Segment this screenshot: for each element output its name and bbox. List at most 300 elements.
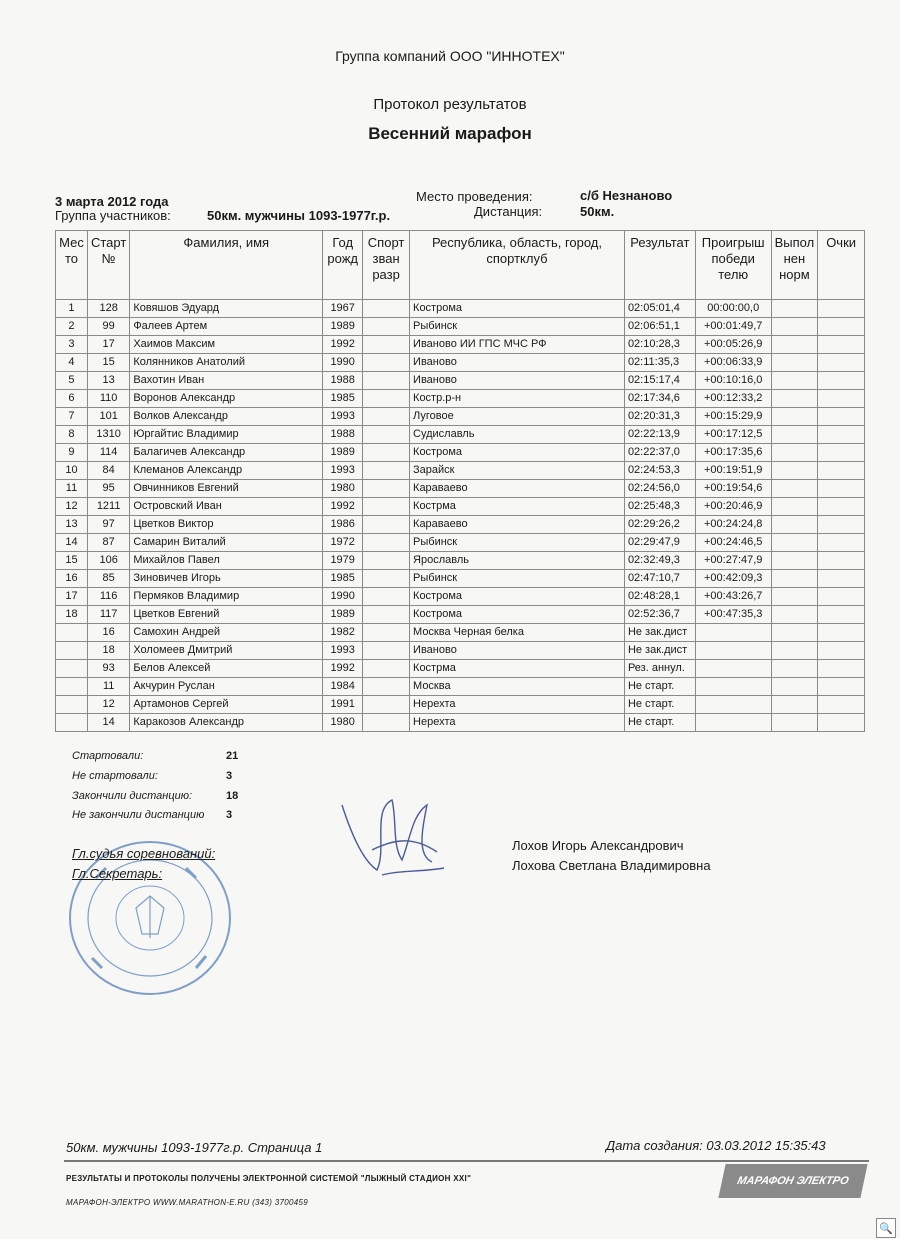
stat-value: 18 — [226, 790, 239, 802]
cell-result: Не зак.дист — [624, 624, 695, 642]
distance-value: 50км. — [580, 204, 615, 219]
table-row — [56, 696, 865, 714]
cell-year: 1989 — [323, 444, 363, 462]
cell-name: Клеманов Александр — [130, 462, 323, 480]
cell-place — [56, 624, 88, 642]
cell-empty — [818, 624, 865, 642]
cell-rank — [363, 444, 410, 462]
cell-name: Цветков Евгений — [130, 606, 323, 624]
cell-place: 14 — [56, 534, 88, 552]
cell-empty — [771, 624, 818, 642]
cell-rank — [363, 606, 410, 624]
cell-bib: 116 — [87, 588, 129, 606]
cell-empty — [771, 642, 818, 660]
cell-result: Не старт. — [624, 714, 695, 732]
cell-name: Цветков Виктор — [130, 516, 323, 534]
cell-place: 2 — [56, 318, 88, 336]
cell-empty — [818, 660, 865, 678]
cell-club: Кострома — [410, 444, 625, 462]
table-row — [56, 480, 865, 498]
cell-name: Пермяков Владимир — [130, 588, 323, 606]
cell-rank — [363, 498, 410, 516]
cell-club: Кострома — [410, 588, 625, 606]
place-label: Место проведения: — [416, 189, 533, 204]
cell-place: 10 — [56, 462, 88, 480]
cell-bib: 93 — [87, 660, 129, 678]
table-row — [56, 318, 865, 336]
cell-gap: +00:17:35,6 — [695, 444, 771, 462]
cell-result: 02:29:26,2 — [624, 516, 695, 534]
cell-empty — [818, 444, 865, 462]
cell-rank — [363, 336, 410, 354]
column-header: Мес то — [56, 231, 88, 300]
cell-result: Не старт. — [624, 696, 695, 714]
cell-gap: +00:43:26,7 — [695, 588, 771, 606]
cell-place: 6 — [56, 390, 88, 408]
cell-name: Самарин Виталий — [130, 534, 323, 552]
cell-gap: +00:06:33,9 — [695, 354, 771, 372]
cell-rank — [363, 372, 410, 390]
cell-empty — [771, 516, 818, 534]
cell-bib: 128 — [87, 300, 129, 318]
cell-year: 1993 — [323, 462, 363, 480]
cell-bib: 17 — [87, 336, 129, 354]
cell-bib: 110 — [87, 390, 129, 408]
cell-result: Не старт. — [624, 678, 695, 696]
cell-gap — [695, 642, 771, 660]
cell-club: Иваново — [410, 372, 625, 390]
table-row — [56, 426, 865, 444]
cell-bib: 87 — [87, 534, 129, 552]
cell-year: 1988 — [323, 426, 363, 444]
system-note: РЕЗУЛЬТАТЫ И ПРОТОКОЛЫ ПОЛУЧЕНЫ ЭЛЕКТРОННОЙ СИСТЕМОЙ "ЛЫЖНЫЙ СТАДИОН XXI" — [66, 1174, 472, 1183]
cell-year: 1985 — [323, 570, 363, 588]
cell-year: 1980 — [323, 714, 363, 732]
cell-bib: 99 — [87, 318, 129, 336]
table-row — [56, 354, 865, 372]
cell-club: Ярославль — [410, 552, 625, 570]
cell-place — [56, 660, 88, 678]
cell-empty — [818, 588, 865, 606]
cell-club: Иваново ИИ ГПС МЧС РФ — [410, 336, 625, 354]
cell-place: 11 — [56, 480, 88, 498]
cell-year: 1989 — [323, 606, 363, 624]
cell-rank — [363, 714, 410, 732]
cell-rank — [363, 660, 410, 678]
table-row — [56, 624, 865, 642]
cell-club: Иваново — [410, 642, 625, 660]
page-info: 50км. мужчины 1093-1977г.р. Страница 1 — [66, 1140, 323, 1155]
cell-rank — [363, 696, 410, 714]
cell-result: 02:25:48,3 — [624, 498, 695, 516]
column-header: Выпол нен норм — [771, 231, 818, 300]
cell-empty — [818, 534, 865, 552]
cell-name: Акчурин Руслан — [130, 678, 323, 696]
cell-rank — [363, 552, 410, 570]
cell-bib: 97 — [87, 516, 129, 534]
cell-club: Рыбинск — [410, 318, 625, 336]
cell-rank — [363, 390, 410, 408]
cell-empty — [771, 588, 818, 606]
results-table — [55, 230, 865, 732]
cell-bib: 18 — [87, 642, 129, 660]
cell-empty — [818, 696, 865, 714]
cell-place — [56, 714, 88, 732]
cell-empty — [818, 498, 865, 516]
cell-result: 02:22:13,9 — [624, 426, 695, 444]
cell-gap: 00:00:00,0 — [695, 300, 771, 318]
table-row — [56, 552, 865, 570]
cell-result: 02:11:35,3 — [624, 354, 695, 372]
table-row — [56, 372, 865, 390]
cell-empty — [818, 390, 865, 408]
place-value: с/б Незнаново — [580, 188, 673, 203]
cell-place: 8 — [56, 426, 88, 444]
cell-year: 1993 — [323, 642, 363, 660]
cell-bib: 114 — [87, 444, 129, 462]
column-header: Старт № — [87, 231, 129, 300]
cell-club: Кострма — [410, 660, 625, 678]
cell-result: 02:15:17,4 — [624, 372, 695, 390]
cell-club: Нерехта — [410, 696, 625, 714]
cell-place: 1 — [56, 300, 88, 318]
stat-value: 3 — [226, 809, 233, 821]
cell-year: 1984 — [323, 678, 363, 696]
cell-bib: 16 — [87, 624, 129, 642]
cell-name: Вахотин Иван — [130, 372, 323, 390]
cell-empty — [771, 336, 818, 354]
stat-label: Не закончили дистанцию — [72, 809, 205, 821]
table-row — [56, 606, 865, 624]
cell-bib: 15 — [87, 354, 129, 372]
cell-empty — [771, 354, 818, 372]
cell-bib: 1310 — [87, 426, 129, 444]
table-row — [56, 408, 865, 426]
table-row — [56, 300, 865, 318]
cell-empty — [818, 714, 865, 732]
cell-gap — [695, 660, 771, 678]
cell-result: 02:17:34,6 — [624, 390, 695, 408]
cell-empty — [771, 426, 818, 444]
cell-gap: +00:19:54,6 — [695, 480, 771, 498]
cell-year: 1986 — [323, 516, 363, 534]
cell-club: Судиславль — [410, 426, 625, 444]
cell-result: 02:22:37,0 — [624, 444, 695, 462]
cell-empty — [818, 516, 865, 534]
cell-empty — [771, 606, 818, 624]
cell-year: 1988 — [323, 372, 363, 390]
cell-empty — [818, 570, 865, 588]
cell-place: 18 — [56, 606, 88, 624]
table-row — [56, 462, 865, 480]
cell-bib: 12 — [87, 696, 129, 714]
column-header: Год рожд — [323, 231, 363, 300]
contact-info: МАРАФОН-ЭЛЕКТРО WWW.MARATHON-E.RU (343) 3700459 — [66, 1198, 309, 1207]
cell-place: 5 — [56, 372, 88, 390]
official-stamp — [66, 838, 234, 998]
cell-empty — [771, 300, 818, 318]
cell-empty — [771, 552, 818, 570]
cell-bib: 117 — [87, 606, 129, 624]
cell-club: Рыбинск — [410, 534, 625, 552]
column-header: Фамилия, имя — [130, 231, 323, 300]
table-row — [56, 444, 865, 462]
table-row — [56, 660, 865, 678]
cell-result: 02:24:56,0 — [624, 480, 695, 498]
cell-empty — [771, 408, 818, 426]
cell-year: 1990 — [323, 588, 363, 606]
cell-place — [56, 696, 88, 714]
cell-empty — [771, 714, 818, 732]
cell-empty — [818, 606, 865, 624]
cell-empty — [818, 642, 865, 660]
cell-empty — [771, 390, 818, 408]
cell-empty — [818, 480, 865, 498]
chief-judge-label: Гл.судья соревнований: — [72, 846, 216, 861]
cell-rank — [363, 642, 410, 660]
cell-name: Белов Алексей — [130, 660, 323, 678]
distance-label: Дистанция: — [474, 204, 543, 219]
cell-rank — [363, 480, 410, 498]
cell-bib: 101 — [87, 408, 129, 426]
stat-value: 21 — [226, 750, 239, 762]
cell-name: Фалеев Артем — [130, 318, 323, 336]
cell-place: 7 — [56, 408, 88, 426]
cell-empty — [818, 372, 865, 390]
cell-year: 1993 — [323, 408, 363, 426]
cell-result: 02:52:36,7 — [624, 606, 695, 624]
table-row — [56, 516, 865, 534]
cell-year: 1992 — [323, 660, 363, 678]
group-label: Группа участников: — [55, 208, 171, 223]
group-value: 50км. мужчины 1093-1977г.р. — [207, 208, 391, 223]
cell-result: 02:24:53,3 — [624, 462, 695, 480]
cell-bib: 1211 — [87, 498, 129, 516]
cell-place: 16 — [56, 570, 88, 588]
table-row — [56, 534, 865, 552]
cell-result: 02:48:28,1 — [624, 588, 695, 606]
cell-place — [56, 678, 88, 696]
cell-year: 1979 — [323, 552, 363, 570]
table-row — [56, 390, 865, 408]
cell-year: 1980 — [323, 480, 363, 498]
cell-rank — [363, 300, 410, 318]
cell-empty — [771, 372, 818, 390]
zoom-icon[interactable]: 🔍 — [876, 1218, 896, 1238]
cell-club: Караваево — [410, 516, 625, 534]
column-header: Республика, область, город, спортклуб — [410, 231, 625, 300]
cell-result: 02:10:28,3 — [624, 336, 695, 354]
table-row — [56, 498, 865, 516]
cell-result: 02:32:49,3 — [624, 552, 695, 570]
cell-bib: 84 — [87, 462, 129, 480]
cell-name: Хаимов Максим — [130, 336, 323, 354]
cell-rank — [363, 570, 410, 588]
cell-bib: 14 — [87, 714, 129, 732]
stat-label: Стартовали: — [72, 750, 144, 762]
chief-secretary-label: Гл.Секретарь: — [72, 866, 163, 881]
cell-bib: 106 — [87, 552, 129, 570]
cell-empty — [771, 462, 818, 480]
cell-rank — [363, 354, 410, 372]
table-row — [56, 336, 865, 354]
cell-gap: +00:27:47,9 — [695, 552, 771, 570]
cell-empty — [771, 570, 818, 588]
stat-label: Не стартовали: — [72, 770, 158, 782]
cell-name: Ковяшов Эдуард — [130, 300, 323, 318]
marathon-logo: МАРАФОН ЭЛЕКТРО — [718, 1164, 867, 1198]
cell-empty — [771, 696, 818, 714]
cell-name: Каракозов Александр — [130, 714, 323, 732]
cell-place: 12 — [56, 498, 88, 516]
cell-gap — [695, 714, 771, 732]
cell-gap: +00:42:09,3 — [695, 570, 771, 588]
cell-gap: +00:24:24,8 — [695, 516, 771, 534]
cell-place: 13 — [56, 516, 88, 534]
event-title: Весенний марафон — [368, 124, 532, 143]
cell-empty — [818, 426, 865, 444]
cell-bib: 11 — [87, 678, 129, 696]
cell-gap: +00:19:51,9 — [695, 462, 771, 480]
cell-year: 1991 — [323, 696, 363, 714]
stat-label: Закончили дистанцию: — [72, 790, 193, 802]
cell-result: 02:29:47,9 — [624, 534, 695, 552]
cell-club: Кострма — [410, 498, 625, 516]
cell-gap: +00:12:33,2 — [695, 390, 771, 408]
cell-gap: +00:15:29,9 — [695, 408, 771, 426]
cell-club: Иваново — [410, 354, 625, 372]
cell-rank — [363, 318, 410, 336]
cell-empty — [818, 408, 865, 426]
table-row — [56, 714, 865, 732]
cell-gap: +00:24:46,5 — [695, 534, 771, 552]
cell-club: Москва — [410, 678, 625, 696]
cell-year: 1992 — [323, 498, 363, 516]
cell-result: Рез. аннул. — [624, 660, 695, 678]
cell-year: 1990 — [323, 354, 363, 372]
cell-empty — [818, 552, 865, 570]
cell-name: Самохин Андрей — [130, 624, 323, 642]
cell-rank — [363, 408, 410, 426]
cell-gap: +00:47:35,3 — [695, 606, 771, 624]
cell-gap — [695, 678, 771, 696]
cell-year: 1982 — [323, 624, 363, 642]
column-header: Результат — [624, 231, 695, 300]
cell-rank — [363, 426, 410, 444]
signature-image — [332, 790, 447, 885]
cell-empty — [818, 354, 865, 372]
cell-club: Рыбинск — [410, 570, 625, 588]
cell-year: 1985 — [323, 390, 363, 408]
stat-value: 3 — [226, 770, 233, 782]
cell-rank — [363, 462, 410, 480]
cell-name: Волков Александр — [130, 408, 323, 426]
column-header: Проигрыш победи телю — [695, 231, 771, 300]
cell-bib: 13 — [87, 372, 129, 390]
cell-result: 02:47:10,7 — [624, 570, 695, 588]
cell-result: Не зак.дист — [624, 642, 695, 660]
cell-club: Москва Черная белка — [410, 624, 625, 642]
cell-name: Островский Иван — [130, 498, 323, 516]
cell-name: Овчинников Евгений — [130, 480, 323, 498]
cell-place: 3 — [56, 336, 88, 354]
chief-judge-name: Лохов Игорь Александрович — [512, 838, 684, 853]
cell-gap — [695, 624, 771, 642]
cell-place: 17 — [56, 588, 88, 606]
cell-place: 4 — [56, 354, 88, 372]
cell-result: 02:20:31,3 — [624, 408, 695, 426]
cell-result: 02:06:51,1 — [624, 318, 695, 336]
cell-empty — [818, 318, 865, 336]
cell-year: 1989 — [323, 318, 363, 336]
cell-gap: +00:01:49,7 — [695, 318, 771, 336]
cell-rank — [363, 678, 410, 696]
cell-club: Кострома — [410, 606, 625, 624]
cell-name: Артамонов Сергей — [130, 696, 323, 714]
cell-gap: +00:17:12,5 — [695, 426, 771, 444]
cell-name: Юргайтис Владимир — [130, 426, 323, 444]
event-date: 3 марта 2012 года — [55, 194, 169, 209]
cell-empty — [771, 318, 818, 336]
cell-empty — [771, 534, 818, 552]
cell-empty — [771, 444, 818, 462]
cell-club: Зарайск — [410, 462, 625, 480]
company-name: Группа компаний ООО "ИННОТЕХ" — [335, 48, 565, 64]
cell-year: 1967 — [323, 300, 363, 318]
cell-club: Кострома — [410, 300, 625, 318]
cell-empty — [771, 480, 818, 498]
chief-secretary-name: Лохова Светлана Владимировна — [512, 858, 711, 873]
cell-name: Холомеев Дмитрий — [130, 642, 323, 660]
footer-rule — [64, 1160, 869, 1162]
cell-gap: +00:05:26,9 — [695, 336, 771, 354]
cell-empty — [771, 498, 818, 516]
cell-rank — [363, 534, 410, 552]
column-header: Спорт зван разр — [363, 231, 410, 300]
cell-year: 1992 — [323, 336, 363, 354]
cell-empty — [818, 336, 865, 354]
cell-club: Костр.р-н — [410, 390, 625, 408]
cell-club: Луговое — [410, 408, 625, 426]
cell-bib: 95 — [87, 480, 129, 498]
cell-place: 9 — [56, 444, 88, 462]
table-row — [56, 678, 865, 696]
cell-club: Нерехта — [410, 714, 625, 732]
cell-empty — [818, 300, 865, 318]
cell-empty — [771, 660, 818, 678]
cell-result: 02:05:01,4 — [624, 300, 695, 318]
cell-name: Михайлов Павел — [130, 552, 323, 570]
cell-place: 15 — [56, 552, 88, 570]
cell-rank — [363, 624, 410, 642]
protocol-title: Протокол результатов — [373, 96, 527, 113]
cell-place — [56, 642, 88, 660]
table-row — [56, 588, 865, 606]
cell-year: 1972 — [323, 534, 363, 552]
cell-gap: +00:20:46,9 — [695, 498, 771, 516]
cell-name: Зиновичев Игорь — [130, 570, 323, 588]
cell-name: Колянников Анатолий — [130, 354, 323, 372]
column-header: Очки — [818, 231, 865, 300]
cell-name: Балагичев Александр — [130, 444, 323, 462]
creation-date: Дата создания: 03.03.2012 15:35:43 — [606, 1138, 826, 1153]
cell-name: Воронов Александр — [130, 390, 323, 408]
cell-gap: +00:10:16,0 — [695, 372, 771, 390]
table-row — [56, 570, 865, 588]
table-row — [56, 642, 865, 660]
cell-rank — [363, 516, 410, 534]
table-header — [56, 231, 865, 300]
